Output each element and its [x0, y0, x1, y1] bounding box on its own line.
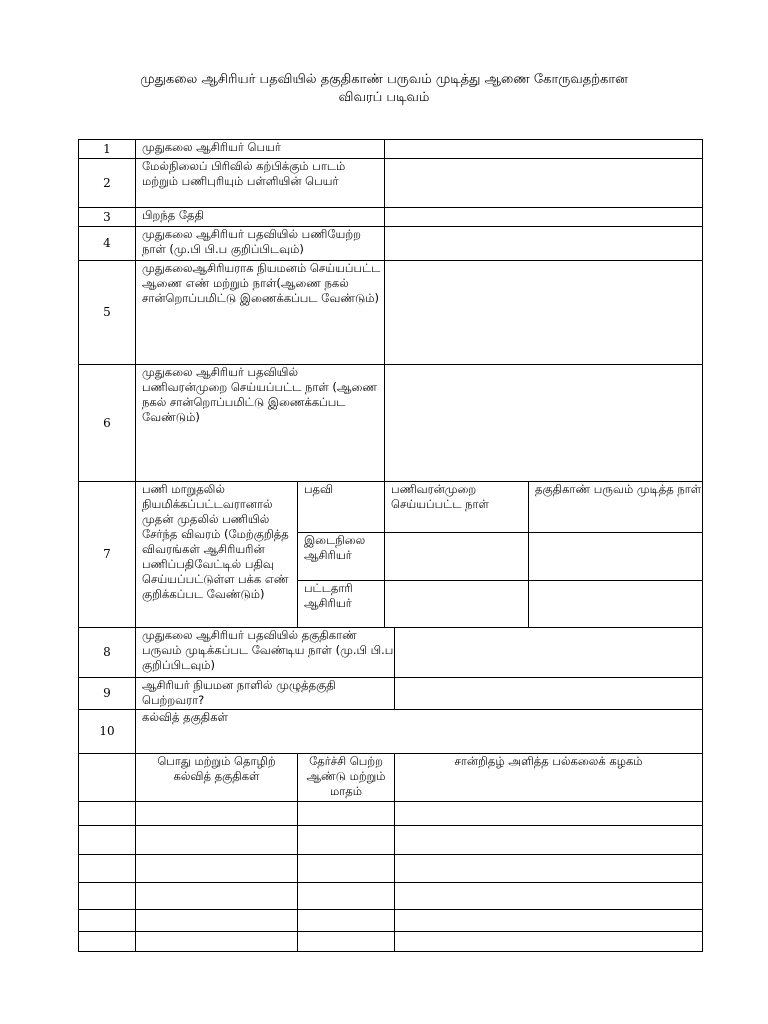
- column-header-probation-date: தகுதிகாண் பருவம் முடித்த நாள்: [529, 482, 703, 533]
- teacher-name-field[interactable]: [385, 140, 703, 159]
- row-label: முதுகலை ஆசிரியர் பதவியில் பணியேற்ற நாள் (மு.பி பி.ப குறிப்பிடவும்): [136, 227, 385, 261]
- qualification-row: [79, 883, 703, 910]
- university-field[interactable]: [395, 855, 703, 883]
- secondary-grade-probation-field[interactable]: [529, 533, 703, 581]
- graduate-probation-field[interactable]: [529, 581, 703, 628]
- post-label-secondary-grade: இடைநிலை ஆசிரியர்: [298, 533, 385, 581]
- qualification-row: [79, 932, 703, 952]
- row-number: 3: [79, 208, 136, 227]
- column-header-university: சான்றிதழ் அளித்த பல்கலைக் கழகம்: [395, 754, 703, 802]
- qualification-field[interactable]: [136, 826, 298, 855]
- form-row-7: [79, 482, 703, 533]
- form-title-line-2: விவரப் படிவம்: [338, 90, 430, 105]
- row-serial-cell: [79, 826, 136, 855]
- year-month-field[interactable]: [298, 883, 395, 910]
- form-row-2: [79, 159, 703, 208]
- appointment-order-field[interactable]: [385, 261, 703, 365]
- row-number: 6: [79, 365, 136, 482]
- qualifications-header-row: [79, 754, 703, 802]
- university-field[interactable]: [395, 883, 703, 910]
- row-serial-cell: [79, 910, 136, 932]
- university-field[interactable]: [395, 802, 703, 826]
- year-month-field[interactable]: [298, 855, 395, 883]
- row-label: முதுகலை ஆசிரியர் பதவியில் பணிவரன்முறை செய்யப்பட்ட நாள் (ஆணை நகல் சான்றொப்பமிட்டு இணைக்கப்பட வேண்டும்): [136, 365, 385, 482]
- row-label: முதுகலை ஆசிரியர் பெயர்: [136, 140, 385, 159]
- qualification-field[interactable]: [136, 802, 298, 826]
- qualification-row: [79, 802, 703, 826]
- form-row-9: [79, 678, 703, 710]
- application-form-table: [78, 139, 703, 952]
- form-title-line-1: முதுகலை ஆசிரியர் பதவியில் தகுதிகாண் பருவம் முடித்து ஆணை கோருவதற்கான: [140, 72, 628, 87]
- form-row-3: [79, 208, 703, 227]
- row-number: 10: [79, 710, 136, 754]
- qualification-row: [79, 855, 703, 883]
- row-number: 2: [79, 159, 136, 208]
- row-label: முதுகலை ஆசிரியர் பதவியில் தகுதிகாண் பருவம் முடிக்கப்பட வேண்டிய நாள் (மு.பி பி.ப குறிப்பிடவும்): [136, 628, 395, 678]
- row-label: பிறந்த தேதி: [136, 208, 385, 227]
- year-month-field[interactable]: [298, 910, 395, 932]
- university-field[interactable]: [395, 826, 703, 855]
- row-serial-cell: [79, 932, 136, 952]
- row-serial-cell: [79, 855, 136, 883]
- row-label: முதுகலைஆசிரியராக நியமனம் செய்யப்பட்ட ஆணை எண் மற்றும் நாள்(ஆணை நகல் சான்றொப்பமிட்டு இணைக்கப்பட வேண்டும்): [136, 261, 385, 365]
- qualification-field[interactable]: [136, 910, 298, 932]
- qualification-row: [79, 910, 703, 932]
- column-header-post: பதவி: [298, 482, 385, 533]
- form-row-5: [79, 261, 703, 365]
- graduate-regularised-field[interactable]: [385, 581, 529, 628]
- university-field[interactable]: [395, 932, 703, 952]
- row-serial-cell: [79, 883, 136, 910]
- row-number: 7: [79, 482, 136, 628]
- qualification-field[interactable]: [136, 855, 298, 883]
- row-label: மேல்நிலைப் பிரிவில் கற்பிக்கும் பாடம் மற்றும் பணிபுரியும் பள்ளியின் பெயர்: [136, 159, 385, 208]
- row-number: 8: [79, 628, 136, 678]
- form-row-10: [79, 710, 703, 754]
- form-row-4: [79, 227, 703, 261]
- form-row-8: [79, 628, 703, 678]
- column-header-year-month: தேர்ச்சி பெற்ற ஆண்டு மற்றும் மாதம்: [298, 754, 395, 802]
- form-row-1: [79, 140, 703, 159]
- row-label: ஆசிரியர் நியமன நாளில் முழுத்தகுதி பெற்றவரா?: [136, 678, 395, 710]
- year-month-field[interactable]: [298, 802, 395, 826]
- regularisation-date-field[interactable]: [385, 365, 703, 482]
- form-row-6: [79, 365, 703, 482]
- row-number: 9: [79, 678, 136, 710]
- full-qualification-field[interactable]: [395, 678, 703, 710]
- university-field[interactable]: [395, 910, 703, 932]
- row-number: 5: [79, 261, 136, 365]
- secondary-grade-regularised-field[interactable]: [385, 533, 529, 581]
- probation-due-date-field[interactable]: [395, 628, 703, 678]
- empty-cell: [79, 754, 136, 802]
- column-header-qualification: பொது மற்றும் தொழிற் கல்வித் தகுதிகள்: [136, 754, 298, 802]
- post-label-graduate: பட்டதாரி ஆசிரியர்: [298, 581, 385, 628]
- qualification-row: [79, 826, 703, 855]
- year-month-field[interactable]: [298, 826, 395, 855]
- row-number: 1: [79, 140, 136, 159]
- column-header-regularised-date: பணிவரன்முறை செய்யப்பட்ட நாள்: [385, 482, 529, 533]
- qualification-field[interactable]: [136, 932, 298, 952]
- row-serial-cell: [79, 802, 136, 826]
- joining-date-field[interactable]: [385, 227, 703, 261]
- row-label: கல்வித் தகுதிகள்: [136, 710, 703, 754]
- row-number: 4: [79, 227, 136, 261]
- qualification-field[interactable]: [136, 883, 298, 910]
- date-of-birth-field[interactable]: [385, 208, 703, 227]
- year-month-field[interactable]: [298, 932, 395, 952]
- subject-school-field[interactable]: [385, 159, 703, 208]
- row-label: பணி மாறுதலில் நியமிக்கப்பட்டவரானால் முதன் முதலில் பணியில் சேர்ந்த விவரம் (மேற்குறித்த விவரங்கள் ஆசிரியரின் பணிப்பதிவேட்டில் பதிவு செய்யப்பட்டுள்ள பக்க எண் குறிக்கப்பட வேண்டும்): [136, 482, 298, 628]
